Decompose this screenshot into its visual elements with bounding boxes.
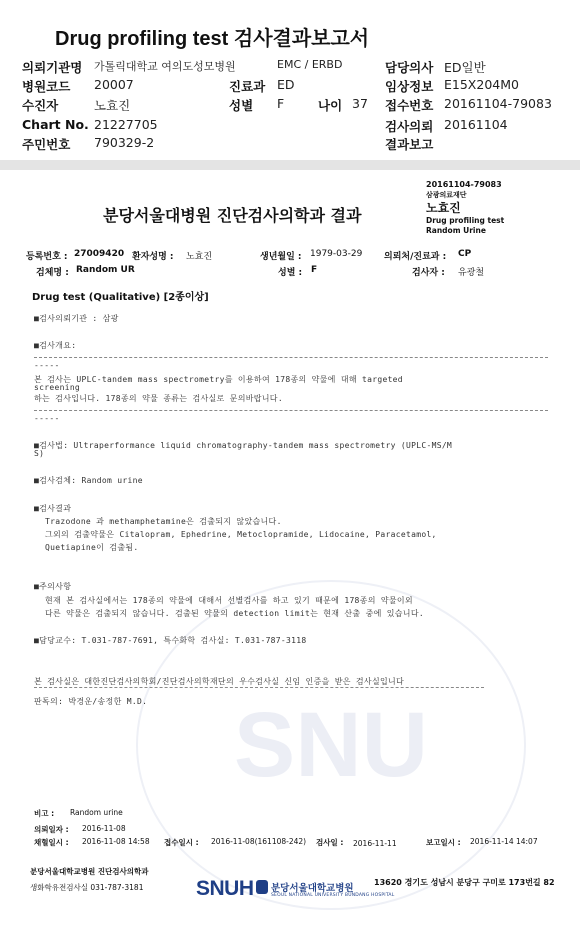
agency-line: ■검사의뢰기관 : 삼광 (34, 314, 119, 323)
hospital-emblem-icon (256, 880, 268, 894)
caution-heading: ■주의사항 (34, 582, 72, 591)
value-specimen-name: Random UR (76, 265, 135, 275)
hospital-report-title: 분당서울대병원 진단검사의학과 결과 (103, 206, 362, 225)
value-patient-name: 노효진 (186, 252, 213, 262)
value-resident-number: 790329-2 (94, 135, 155, 150)
hospital-watermark: SNU (136, 580, 526, 910)
label-remark: 비고 : (34, 809, 55, 818)
value-sex: F (277, 96, 285, 111)
specimen-label-org: 삼광의료재단 (426, 191, 467, 199)
overview-dash: ----- (34, 361, 60, 370)
label-report-sex: 성별 : (278, 268, 303, 278)
caution-line-2: 다른 약물은 검출되지 않습니다. 검출된 약물의 detection limit는 현재 산출 중에 있습니다. (45, 609, 424, 618)
method-line-1: ■검사법: Ultraperformance liquid chromatography-tandem mass spectrometry (UPLC-MS/M (34, 441, 453, 450)
value-doctor: ED일반 (444, 60, 486, 75)
value-report-sex: F (311, 265, 318, 275)
hospital-address: 13620 경기도 성남시 분당구 구미로 173번길 82 (374, 878, 555, 887)
specimen-label-number: 20161104-79083 (426, 180, 502, 189)
specimen-label-name: 노효진 (426, 201, 461, 215)
value-request-date: 20161104 (444, 117, 508, 132)
divider (34, 687, 484, 688)
label-department: 진료과 (229, 79, 266, 94)
value-age: 37 (352, 96, 368, 111)
label-receipt-time: 접수일시 : (164, 838, 199, 847)
label-chart-no: Chart No. (22, 117, 89, 132)
hospital-dept-name: 분당서울대학교병원 진단검사의학과 (30, 867, 149, 876)
logo-hospital-subtitle: SEOUL NATIONAL UNIVERSITY BUNDANG HOSPITAL (271, 893, 395, 898)
overview-dash-2: ----- (34, 414, 60, 423)
value-receipt-time: 2016-11-08(161108-242) (211, 837, 307, 846)
value-request-date-footer: 2016-11-08 (82, 824, 126, 833)
value-remark: Random urine (70, 808, 123, 817)
label-receipt-number: 접수번호 (385, 98, 434, 113)
value-chart-no: 21227705 (94, 117, 158, 132)
label-tester: 검사자 : (412, 268, 445, 278)
value-emc: EMC / ERBD (277, 58, 343, 71)
label-resident-number: 주민번호 (22, 137, 71, 152)
overview-heading: ■검사개요: (34, 341, 77, 350)
overview-line-1: 본 검사는 UPLC-tandem mass spectrometry를 이용하여 178종의 약물에 대해 targeted (34, 375, 403, 384)
result-heading: ■검사결과 (34, 504, 72, 513)
specimen-line: ■검사검체: Random urine (34, 476, 143, 485)
label-result-report: 결과보고 (385, 137, 434, 152)
label-test-date: 검사일 : (316, 838, 344, 847)
logo-hospital-name: 분당서울대학교병원 (271, 883, 354, 894)
label-requesting-agency: 의뢰기관명 (22, 60, 83, 75)
label-clinical-info: 임상정보 (385, 79, 434, 94)
divider (34, 410, 548, 411)
result-line-3: Quetiapine이 검출됨. (45, 543, 139, 552)
value-collection-time: 2016-11-08 14:58 (82, 837, 150, 846)
label-patient-name: 환자성명 : (132, 252, 174, 262)
label-specimen-name: 검체명 : (36, 268, 69, 278)
label-referring-dept: 의뢰처/진료과 : (384, 252, 447, 262)
label-hospital-code: 병원코드 (22, 79, 71, 94)
value-hospital-code: 20007 (94, 77, 134, 92)
result-line-2: 그외의 검출약물은 Citalopram, Ephedrine, Metoclopramide, Lidocaine, Paracetamol, (45, 530, 437, 539)
value-tester: 유광철 (458, 268, 485, 278)
value-registration: 27009420 (74, 249, 125, 259)
lab-phone: 생화학유전검사실 031-787-3181 (30, 883, 144, 892)
label-collection-time: 채혈일시 : (34, 838, 69, 847)
method-line-2: S) (34, 449, 45, 458)
divider (34, 357, 548, 358)
value-report-time: 2016-11-14 14:07 (470, 837, 538, 846)
value-patient: 노효진 (94, 98, 131, 113)
overview-line-2: screening (34, 383, 81, 392)
label-request-date-footer: 의뢰일자 : (34, 825, 69, 834)
certification-line: 본 검사실은 대한진단검사의학회/진단검사의학재단의 우수검사실 신임 인증을 받은 검사실입니다 (34, 677, 405, 686)
caution-line-1: 현재 본 검사실에서는 178종의 약물에 대해서 선별검사를 하고 있기 때문에 178종의 약물이외 (45, 596, 413, 605)
value-birthdate: 1979-03-29 (310, 249, 363, 259)
page-divider (0, 160, 580, 170)
label-patient: 수진자 (22, 98, 59, 113)
specimen-label-test: Drug profiling test (426, 216, 505, 225)
value-test-date: 2016-11-11 (353, 839, 397, 848)
test-name: Drug test (Qualitative) [2종이상] (32, 292, 209, 303)
label-request-date: 검사의뢰 (385, 119, 434, 134)
value-clinical-info: E15X204M0 (444, 77, 519, 92)
label-report-time: 보고일시 : (426, 838, 461, 847)
specimen-label-specimen: Random Urine (426, 226, 486, 235)
lab-report-scan (8, 170, 572, 922)
report-title: Drug profiling test 검사결과보고서 (55, 28, 370, 50)
value-referring-dept: CP (458, 249, 472, 259)
overview-line-3: 하는 검사입니다. 178종의 약물 종류는 검사실로 문의바랍니다. (34, 394, 283, 403)
reviewer-line: 판독의: 박경운/송정한 M.D. (34, 697, 148, 706)
label-doctor: 담당의사 (385, 60, 434, 75)
contact-line: ■담당교수: T.031-787-7691, 특수화학 검사실: T.031-787-3118 (34, 636, 307, 645)
result-line-1: Trazodone 과 methamphetamine은 검출되지 않았습니다. (45, 517, 282, 526)
value-requesting-agency: 가톨릭대학교 여의도성모병원 (94, 60, 236, 73)
label-birthdate: 생년월일 : (260, 252, 302, 262)
label-age: 나이 (318, 98, 343, 113)
value-receipt-number: 20161104-79083 (444, 96, 552, 111)
value-department: ED (277, 77, 295, 92)
label-sex: 성별 (229, 98, 254, 113)
snuh-logo: SNUH (196, 877, 254, 900)
label-registration: 등록번호 : (26, 252, 68, 262)
